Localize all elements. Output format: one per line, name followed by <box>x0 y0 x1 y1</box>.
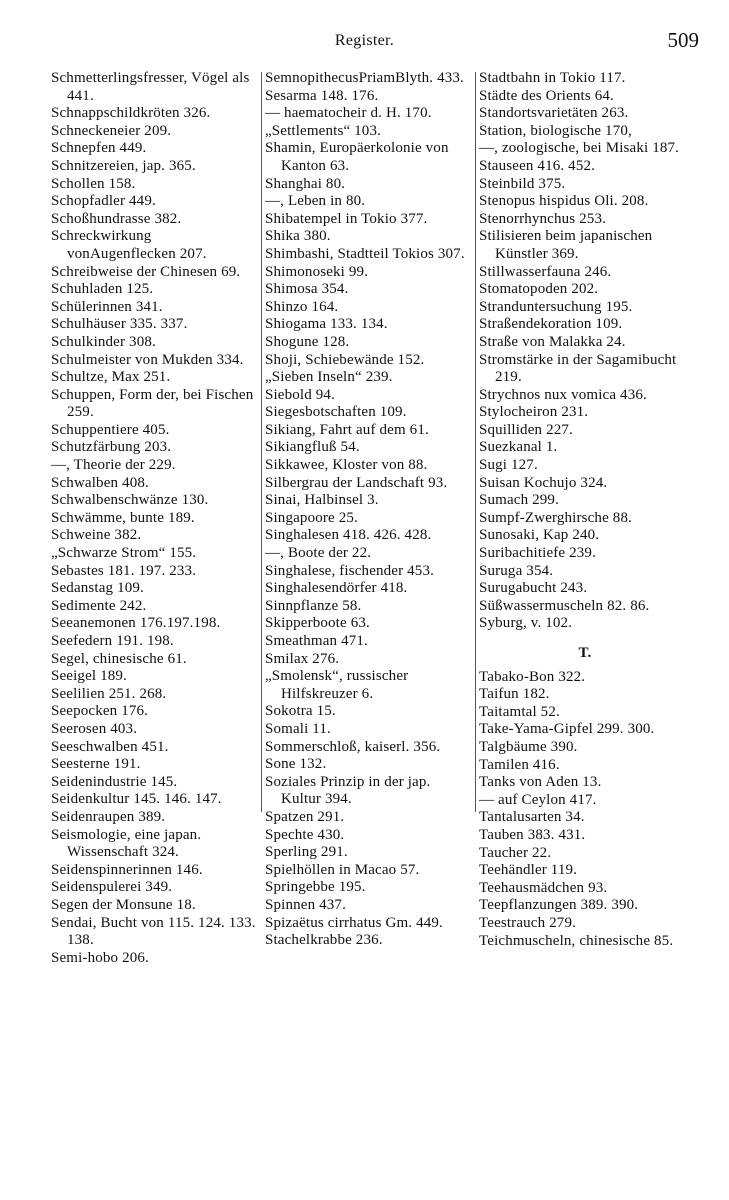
column-divider <box>261 72 262 812</box>
index-entry: Sone 132. <box>265 756 327 773</box>
index-entry: Strychnos nux vomica 436. <box>479 386 647 403</box>
index-entry: Smeathman 471. <box>265 633 368 649</box>
index-entry: Schulkinder 308. <box>51 333 156 350</box>
index-entry: —, Theorie der 229. <box>51 457 176 474</box>
index-entry: Singhalesendörfer 418. <box>265 580 408 597</box>
index-entry: Stylocheiron 231. <box>479 404 589 421</box>
index-entry: Sokotra 15. <box>265 703 336 720</box>
index-entry: Siegesbotschaften 109. <box>265 404 407 421</box>
index-entry: Teestrauch 279. <box>479 914 576 931</box>
index-entry: —, zoologische, bei Misaki 187. <box>479 140 680 157</box>
index-entry: Segen der Monsune 18. <box>51 896 196 913</box>
index-entry: Standortsvarietäten 263. <box>479 105 629 122</box>
index-entry: Singapoore 25. <box>265 509 358 526</box>
index-entry: Stillwasserfauna 246. <box>479 263 612 280</box>
index-entry: Schreibweise der Chinesen 69. <box>51 263 241 280</box>
index-entry: Taifun 182. <box>479 686 550 703</box>
index-entry: Schnappschildkröten 326. <box>51 105 211 122</box>
index-entry: Taucher 22. <box>479 844 552 861</box>
index-entry: Sugi 127. <box>479 457 538 474</box>
index-entry: Teepflanzungen 389. 390. <box>479 897 639 914</box>
index-entry: Shimbashi, Stadtteil Tokios 307. <box>265 245 465 262</box>
index-entry: Schuhladen 125. <box>51 281 154 298</box>
index-entry: Teichmuscheln, chinesische 85. <box>479 932 674 949</box>
index-entry: Seidenindustrie 145. <box>51 773 178 790</box>
index-entry: Sinnpflanze 58. <box>265 597 362 614</box>
index-entry: Sumach 299. <box>479 492 559 509</box>
index-entry: Spechte 430. <box>265 826 345 843</box>
index-entry: Shamin, Europäerkolonie von Kanton 63. <box>265 140 449 174</box>
index-entry: Schwämme, bunte 189. <box>51 509 195 526</box>
index-entry: Schulmeister von Mukden 334. <box>51 351 244 368</box>
index-entry: Schultze, Max 251. <box>51 369 171 386</box>
index-entry: Tamilen 416. <box>479 756 560 773</box>
index-entry: Schuppentiere 405. <box>51 421 170 438</box>
index-entry: Shimonoseki 99. <box>265 263 369 280</box>
index-entry: Seeschwalben 451. <box>51 738 169 755</box>
index-entry: Schulhäuser 335. 337. <box>51 316 188 333</box>
index-entry: Somali 11. <box>265 720 331 737</box>
index-entry: Singhalesen 418. 426. 428. <box>265 527 432 544</box>
index-entry: Tauben 383. 431. <box>479 826 586 843</box>
index-entry: Suribachitiefe 239. <box>479 545 596 562</box>
index-column-3 <box>479 70 691 950</box>
index-entry: Stenopus hispidus Oli. 208. <box>479 193 649 210</box>
index-entry: Schwalbenschwänze 130. <box>51 492 209 509</box>
index-entry: Teehausmädchen 93. <box>479 879 608 896</box>
index-entry: Tabako-Bon 322. <box>479 668 586 685</box>
index-entry: Spizaëtus cirrhatus Gm. 449. <box>265 914 443 931</box>
index-entry: Suezkanal 1. <box>479 439 558 456</box>
index-entry: Sumpf-Zwerghirsche 88. <box>479 509 632 526</box>
index-entry: Stilisieren beim japanischen Künstler 369. <box>479 228 653 262</box>
index-entry: Springebbe 195. <box>265 879 366 896</box>
index-entry: Sikiangfluß 54. <box>265 439 360 456</box>
index-entry: Städte des Orients 64. <box>479 87 614 104</box>
index-entry: Sperling 291. <box>265 844 348 861</box>
index-entry: Soziales Prinzip in der jap. Kultur 394. <box>265 773 431 808</box>
index-entry: Stranduntersuchung 195. <box>479 298 633 315</box>
index-entry: Semi-hobo 206. <box>51 949 149 966</box>
index-entry: Tantalusarten 34. <box>479 809 585 826</box>
index-entry: Steinbild 375. <box>479 175 566 192</box>
index-entry: Teehändler 119. <box>479 862 578 879</box>
index-entry: Schutzfärbung 203. <box>51 439 172 456</box>
index-entry: Sinai, Halbinsel 3. <box>265 492 379 509</box>
index-entry: Spatzen 291. <box>265 808 345 825</box>
index-entry: Shibatempel in Tokio 377. <box>265 210 428 227</box>
index-entry: Smilax 276. <box>265 650 340 667</box>
index-entry: Seeanemonen 176.197.198. <box>51 615 221 632</box>
index-entry: „Settlements“ 103. <box>265 122 382 139</box>
page-number: 509 <box>667 28 699 52</box>
index-entry: Skipperboote 63. <box>265 615 370 632</box>
index-entry: Seesterne 191. <box>51 756 141 773</box>
index-entry: Schneckeneier 209. <box>51 122 172 139</box>
index-entry: Sikkawee, Kloster von 88. <box>265 457 428 474</box>
index-entry: Shoji, Schiebewände 152. <box>265 351 425 368</box>
index-entry: Stromstärke in der Sagamibucht 219. <box>479 351 677 386</box>
index-entry: Seidenspinnerinnen 146. <box>51 861 203 878</box>
index-entry: Stenorrhynchus 253. <box>479 210 607 227</box>
index-entry: Surugabucht 243. <box>479 580 588 597</box>
index-entry: Silbergrau der Landschaft 93. <box>265 474 448 491</box>
index-entry: Straßendekoration 109. <box>479 316 623 333</box>
index-entry: Süßwassermuscheln 82. 86. <box>479 597 650 614</box>
index-entry: Sendai, Bucht von 115. 124. 133. 138. <box>51 914 256 949</box>
index-column-1 <box>51 70 257 967</box>
index-entry: —, Leben in 80. <box>265 193 366 210</box>
index-entry: Station, biologische 170, <box>479 122 632 139</box>
index-entry: Seismologie, eine japan. Wissenschaft 324. <box>51 826 202 861</box>
index-entry: — auf Ceylon 417. <box>479 791 597 808</box>
index-entry: Sedanstag 109. <box>51 580 144 597</box>
index-entry: Stadtbahn in Tokio 117. <box>479 70 626 86</box>
index-entry: Sebastes 181. 197. 233. <box>51 562 197 579</box>
index-entry: Stomatopoden 202. <box>479 281 599 298</box>
index-entry: Shogune 128. <box>265 333 350 350</box>
index-entry: Siebold 94. <box>265 386 335 403</box>
index-entry: Schülerinnen 341. <box>51 298 163 315</box>
index-entry: Shika 380. <box>265 228 331 245</box>
index-entry: Sesarma 148. 176. <box>265 87 379 104</box>
index-entry: Tanks von Aden 13. <box>479 774 602 791</box>
index-entry: Sikiang, Fahrt auf dem 61. <box>265 421 429 438</box>
index-entry: Shimosa 354. <box>265 281 349 298</box>
page-header-title: Register. <box>334 32 395 49</box>
index-entry: Sommerschloß, kaiserl. 356. <box>265 738 441 755</box>
index-entry: Take-Yama-Gipfel 299. 300. <box>479 721 655 738</box>
index-entry: Suisan Kochujo 324. <box>479 474 608 491</box>
index-entry: Schweine 382. <box>51 527 142 544</box>
index-entry: Shinzo 164. <box>265 298 339 315</box>
index-entry: Sedimente 242. <box>51 597 147 614</box>
index-entry: Suruga 354. <box>479 562 554 579</box>
index-entry: Schollen 158. <box>51 175 136 192</box>
index-entry: Sunosaki, Kap 240. <box>479 527 600 544</box>
index-entry: —, Boote der 22. <box>265 545 372 562</box>
index-entry: Schmetterlingsfresser, Vögel als 441. <box>51 70 250 104</box>
index-entry: Schnepfen 449. <box>51 140 147 157</box>
index-entry: Singhalese, fischender 453. <box>265 562 435 579</box>
index-entry: „Sieben Inseln“ 239. <box>265 369 393 386</box>
index-entry: Schopfadler 449. <box>51 193 156 210</box>
index-entry: Seelilien 251. 268. <box>51 685 167 702</box>
index-entry: „Smolensk“, russischer Hilfskreuzer 6. <box>265 668 409 702</box>
index-entry: Seidenkultur 145. 146. 147. <box>51 791 222 808</box>
index-entry: Seepocken 176. <box>51 703 149 720</box>
index-entry: SemnopithecusPriamBlyth. 433. <box>265 70 464 86</box>
index-entry: Seerosen 403. <box>51 720 138 737</box>
index-entry: Shanghai 80. <box>265 175 346 192</box>
index-entry: Seidenspulerei 349. <box>51 879 173 896</box>
column-divider <box>475 72 476 812</box>
index-entry: Schreckwirkung vonAugenflecken 207. <box>51 228 207 262</box>
index-entry: — haematocheir d. H. 170. <box>265 105 432 122</box>
index-entry: Seeigel 189. <box>51 668 127 685</box>
index-entry: Schnitzereien, jap. 365. <box>51 157 196 174</box>
index-entry: Spielhöllen in Macao 57. <box>265 861 420 878</box>
index-entry: Squilliden 227. <box>479 421 573 438</box>
index-entry: Spinnen 437. <box>265 896 346 913</box>
index-column-2 <box>265 70 473 950</box>
index-entry: Segel, chinesische 61. <box>51 650 187 667</box>
index-entry: Stachelkrabbe 236. <box>265 932 383 949</box>
index-entry: Syburg, v. 102. <box>479 615 573 632</box>
index-entry: Schoßhundrasse 382. <box>51 210 182 227</box>
index-entry: Stauseen 416. 452. <box>479 157 596 174</box>
index-entry: Seidenraupen 389. <box>51 808 166 825</box>
index-entry: Shiogama 133. 134. <box>265 316 388 333</box>
index-entry: Seefedern 191. 198. <box>51 633 174 649</box>
index-entry: Schuppen, Form der, bei Fischen 259. <box>51 386 254 421</box>
index-entry: Taitamtal 52. <box>479 703 560 720</box>
index-entry: „Schwarze Strom“ 155. <box>51 545 197 562</box>
index-entry: Talgbäume 390. <box>479 738 578 755</box>
index-entry: Schwalben 408. <box>51 474 149 491</box>
section-letter-heading: T. <box>578 645 592 661</box>
index-entry: Straße von Malakka 24. <box>479 333 626 350</box>
